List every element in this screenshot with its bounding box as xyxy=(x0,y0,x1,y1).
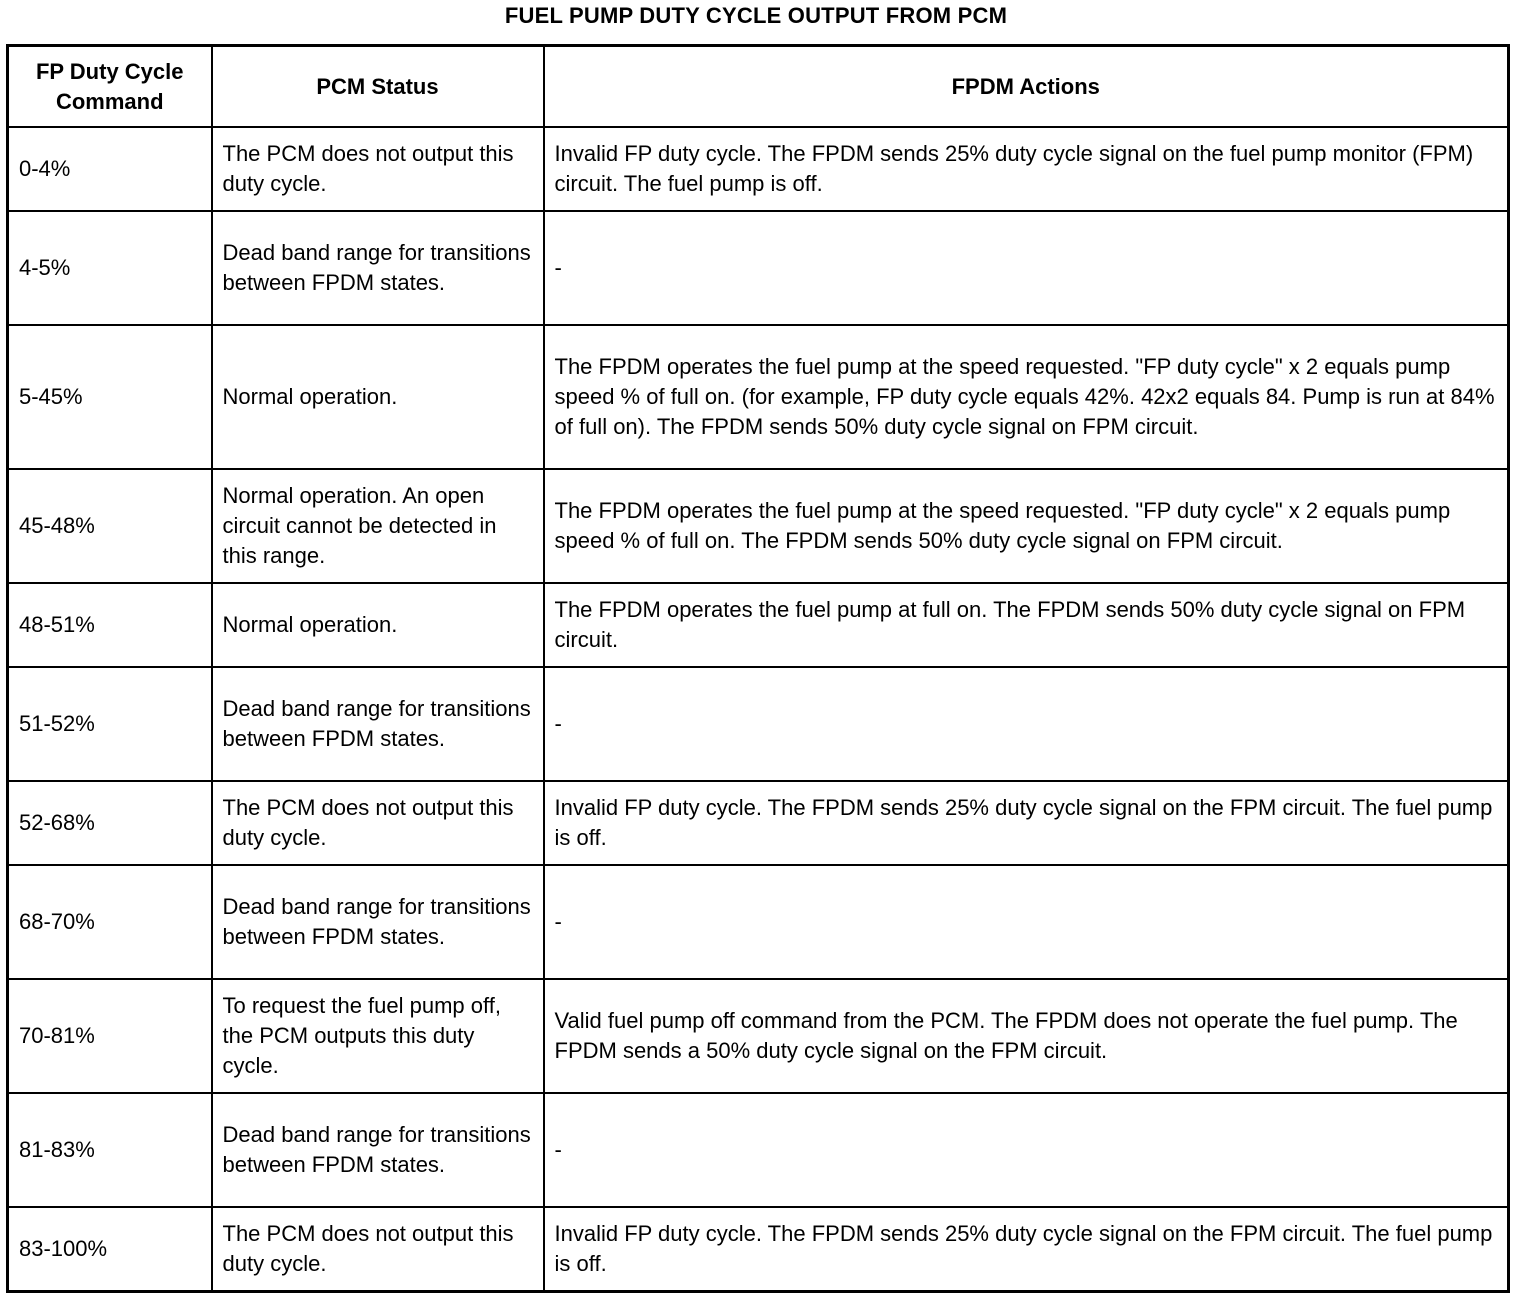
status-cell: Dead band range for transitions between FPDM states. xyxy=(212,667,544,781)
actions-cell: Invalid FP duty cycle. The FPDM sends 25% duty cycle signal on the fuel pump monitor (FPM) circuit. The fuel pump is off. xyxy=(544,127,1509,211)
command-cell: 51-52% xyxy=(8,667,212,781)
table-row xyxy=(8,667,1509,781)
command-cell: 83-100% xyxy=(8,1207,212,1292)
actions-cell: Invalid FP duty cycle. The FPDM sends 25% duty cycle signal on the FPM circuit. The fuel pump is off. xyxy=(544,1207,1509,1292)
actions-cell: Invalid FP duty cycle. The FPDM sends 25% duty cycle signal on the FPM circuit. The fuel pump is off. xyxy=(544,781,1509,865)
command-cell: 4-5% xyxy=(8,211,212,325)
table-header-row xyxy=(8,46,1509,128)
status-cell: Dead band range for transitions between FPDM states. xyxy=(212,1093,544,1207)
status-cell: The PCM does not output this duty cycle. xyxy=(212,127,544,211)
actions-cell: Valid fuel pump off command from the PCM. The FPDM does not operate the fuel pump. The FPDM sends a 50% duty cycle signal on the FPM circuit. xyxy=(544,979,1509,1093)
actions-cell: The FPDM operates the fuel pump at the speed requested. "FP duty cycle" x 2 equals pump speed % of full on. (for example, FP duty cycle equals 42%. 42x2 equals 84. Pump is run at 84% of full on). The FPDM sends 50% duty cycle signal on FPM circuit. xyxy=(544,325,1509,469)
status-cell: Normal operation. xyxy=(212,583,544,667)
table-row xyxy=(8,1093,1509,1207)
status-cell: Dead band range for transitions between FPDM states. xyxy=(212,211,544,325)
status-cell: Dead band range for transitions between FPDM states. xyxy=(212,865,544,979)
actions-cell: - xyxy=(544,1093,1509,1207)
command-cell: 45-48% xyxy=(8,469,212,583)
status-cell: Normal operation. An open circuit cannot be detected in this range. xyxy=(212,469,544,583)
header-status: PCM Status xyxy=(212,46,544,128)
actions-cell: The FPDM operates the fuel pump at the speed requested. "FP duty cycle" x 2 equals pump speed % of full on. The FPDM sends 50% duty cycle signal on FPM circuit. xyxy=(544,469,1509,583)
command-cell: 68-70% xyxy=(8,865,212,979)
duty-cycle-table xyxy=(6,44,1510,1293)
status-cell: The PCM does not output this duty cycle. xyxy=(212,1207,544,1292)
status-cell: Normal operation. xyxy=(212,325,544,469)
command-cell: 48-51% xyxy=(8,583,212,667)
table-row xyxy=(8,469,1509,583)
header-command: FP Duty Cycle Command xyxy=(8,46,212,128)
command-cell: 0-4% xyxy=(8,127,212,211)
table-row xyxy=(8,1207,1509,1292)
table-row xyxy=(8,211,1509,325)
actions-cell: - xyxy=(544,667,1509,781)
status-cell: The PCM does not output this duty cycle. xyxy=(212,781,544,865)
table-row xyxy=(8,325,1509,469)
table-row xyxy=(8,583,1509,667)
header-actions: FPDM Actions xyxy=(544,46,1509,128)
table-row xyxy=(8,865,1509,979)
document-title: FUEL PUMP DUTY CYCLE OUTPUT FROM PCM xyxy=(504,3,1008,28)
table-row xyxy=(8,781,1509,865)
command-cell: 52-68% xyxy=(8,781,212,865)
table-row xyxy=(8,979,1509,1093)
actions-cell: The FPDM operates the fuel pump at full on. The FPDM sends 50% duty cycle signal on FPM circuit. xyxy=(544,583,1509,667)
command-cell: 5-45% xyxy=(8,325,212,469)
command-cell: 81-83% xyxy=(8,1093,212,1207)
actions-cell: - xyxy=(544,865,1509,979)
actions-cell: - xyxy=(544,211,1509,325)
table-row xyxy=(8,127,1509,211)
command-cell: 70-81% xyxy=(8,979,212,1093)
status-cell: To request the fuel pump off, the PCM outputs this duty cycle. xyxy=(212,979,544,1093)
